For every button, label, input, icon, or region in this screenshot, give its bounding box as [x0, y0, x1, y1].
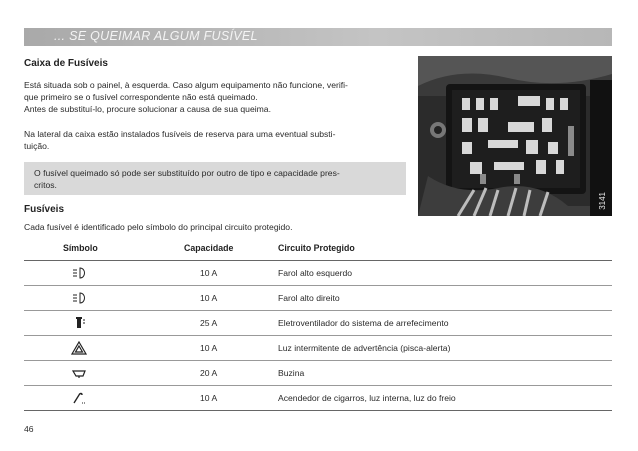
section-title: ... SE QUEIMAR ALGUM FUSÍVEL: [54, 29, 258, 43]
caixa-paragraph-1: [24, 79, 406, 116]
divider: [24, 260, 612, 261]
capacity-cell: 10 A: [200, 293, 218, 303]
text-line: critos.: [34, 180, 57, 190]
caixa-paragraph-2: [24, 128, 406, 152]
fusiveis-intro: Cada fusível é identificado pelo símbolo do principal circuito protegido.: [24, 222, 293, 232]
circuit-cell: Luz intermitente de advertência (pisca-alerta): [278, 343, 451, 353]
capacity-cell: 10 A: [200, 268, 218, 278]
column-header-capacity: Capacidade: [184, 243, 234, 253]
circuit-cell: Eletroventilador do sistema de arrefecimento: [278, 318, 449, 328]
photo-code: 3141: [598, 192, 607, 210]
cooling-fan-icon: [71, 316, 87, 330]
hazard-warning-icon: [71, 341, 87, 355]
divider: [24, 285, 612, 286]
headlight-left-icon: [71, 266, 87, 280]
warning-note: [24, 162, 406, 195]
column-header-circuit: Circuito Protegido: [278, 243, 355, 253]
capacity-cell: 20 A: [200, 368, 218, 378]
text-line: O fusível queimado só pode ser substituído por outro de tipo e capacidade pres-: [34, 168, 340, 178]
circuit-cell: Buzina: [278, 368, 305, 378]
divider: [24, 310, 612, 311]
capacity-cell: 10 A: [200, 343, 218, 353]
text-line: Está situada sob o painel, à esquerda. Caso algum equipamento não funcione, verifi-: [24, 80, 348, 90]
table-row: [24, 362, 612, 385]
table-row: [24, 262, 612, 285]
fuse-box-illustration: [418, 56, 612, 216]
capacity-cell: 10 A: [200, 393, 218, 403]
text-line: Antes de substituí-lo, procure solucionar a causa de sua queima.: [24, 104, 271, 115]
column-header-symbol: Símbolo: [63, 243, 98, 253]
section-banner: [24, 28, 612, 46]
fusiveis-heading: Fusíveis: [24, 204, 65, 215]
divider: [24, 385, 612, 386]
divider: [24, 360, 612, 361]
fuse-box-photo: [418, 56, 612, 216]
cigarette-lighter-icon: [71, 391, 87, 405]
circuit-cell: Acendedor de cigarros, luz interna, luz do freio: [278, 393, 456, 403]
text-line: Na lateral da caixa estão instalados fusíveis de reserva para uma eventual substi-: [24, 129, 336, 139]
divider: [24, 335, 612, 336]
divider: [24, 410, 612, 411]
warning-note-text: [34, 167, 394, 191]
table-row: [24, 312, 612, 335]
table-row: [24, 337, 612, 360]
circuit-cell: Farol alto direito: [278, 293, 340, 303]
capacity-cell: 25 A: [200, 318, 218, 328]
table-row: [24, 287, 612, 310]
page-number: 46: [24, 424, 34, 434]
text-line: tuição.: [24, 141, 50, 152]
text-line: que primeiro se o fusível correspondente não está queimado.: [24, 92, 258, 103]
table-row: [24, 387, 612, 410]
headlight-right-icon: [71, 291, 87, 305]
horn-icon: [71, 366, 87, 380]
caixa-heading: Caixa de Fusíveis: [24, 58, 108, 69]
circuit-cell: Farol alto esquerdo: [278, 268, 353, 278]
